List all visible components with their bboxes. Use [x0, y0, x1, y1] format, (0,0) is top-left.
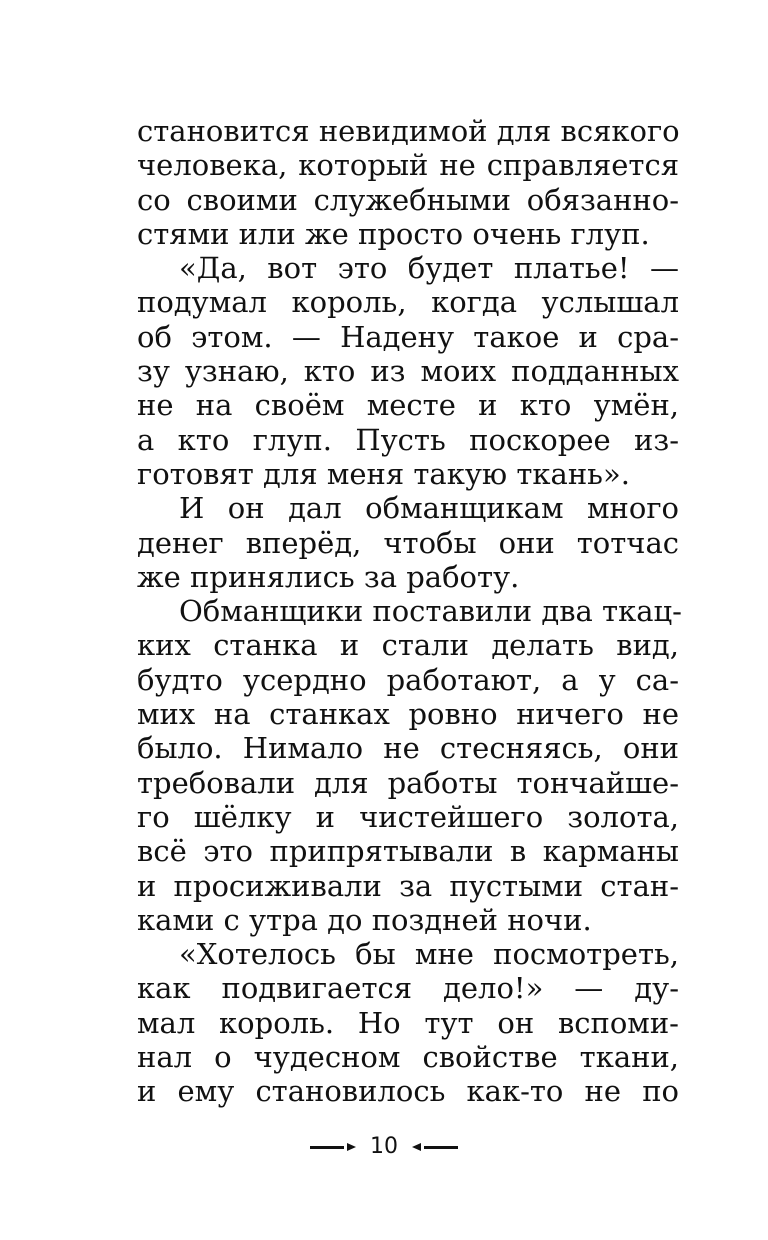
text-line: же принялись за работу.	[137, 559, 520, 594]
text-line: и ему становилось как-то не по	[137, 1074, 679, 1109]
text-line: всё это припрятывали в карманы	[137, 834, 679, 869]
footer-rule-left	[310, 1146, 344, 1149]
text-line: а кто глуп. Пусть поскорее из-	[137, 422, 679, 457]
text-line: подумал король, когда услышал	[137, 285, 679, 320]
body-text	[137, 114, 682, 1109]
text-line: становится невидимой для всякого	[137, 114, 680, 148]
text-line: было. Нимало не стесняясь, они	[137, 731, 679, 766]
text-line: со своими служебными обязанно-	[137, 182, 679, 217]
text-line: нал о чудесном свойстве ткани,	[137, 1040, 679, 1075]
text-line: мих на станках ровно ничего не	[137, 697, 679, 732]
text-line: Обманщики поставили два ткац-	[179, 594, 682, 629]
arrow-right-icon	[347, 1143, 356, 1151]
text-line: об этом. — Надену такое и сра-	[137, 319, 679, 354]
text-line: И он дал обманщикам много	[179, 491, 679, 526]
text-line: мал король. Но тут он вспоми-	[137, 1005, 679, 1040]
text-line: ких станка и стали делать вид,	[137, 628, 679, 663]
text-line: го шёлку и чистейшего золота,	[137, 799, 679, 834]
text-line: денег вперёд, чтобы они тотчас	[137, 525, 679, 560]
text-line: зу узнаю, кто из моих подданных	[137, 354, 679, 389]
arrow-left-icon	[412, 1143, 421, 1151]
text-line: «Да, вот это будет платье! —	[179, 251, 679, 286]
text-line: как подвигается дело!» — ду-	[137, 971, 679, 1006]
text-line: не на своём месте и кто умён,	[137, 388, 679, 423]
page-footer	[0, 1130, 768, 1164]
footer-rule-right	[424, 1146, 458, 1149]
text-line: будто усердно работают, а у са-	[137, 662, 679, 697]
text-line: и просиживали за пустыми стан-	[137, 868, 679, 903]
page-number: 10	[370, 1134, 398, 1159]
text-line: стями или же просто очень глуп.	[137, 216, 650, 251]
text-line: ками с утра до поздней ночи.	[137, 902, 592, 937]
text-line: требовали для работы тончайше-	[137, 765, 679, 800]
text-line: готовят для меня такую ткань».	[137, 456, 630, 491]
text-line: «Хотелось бы мне посмотреть,	[179, 937, 679, 972]
text-line: человека, который не справляется	[137, 148, 679, 183]
